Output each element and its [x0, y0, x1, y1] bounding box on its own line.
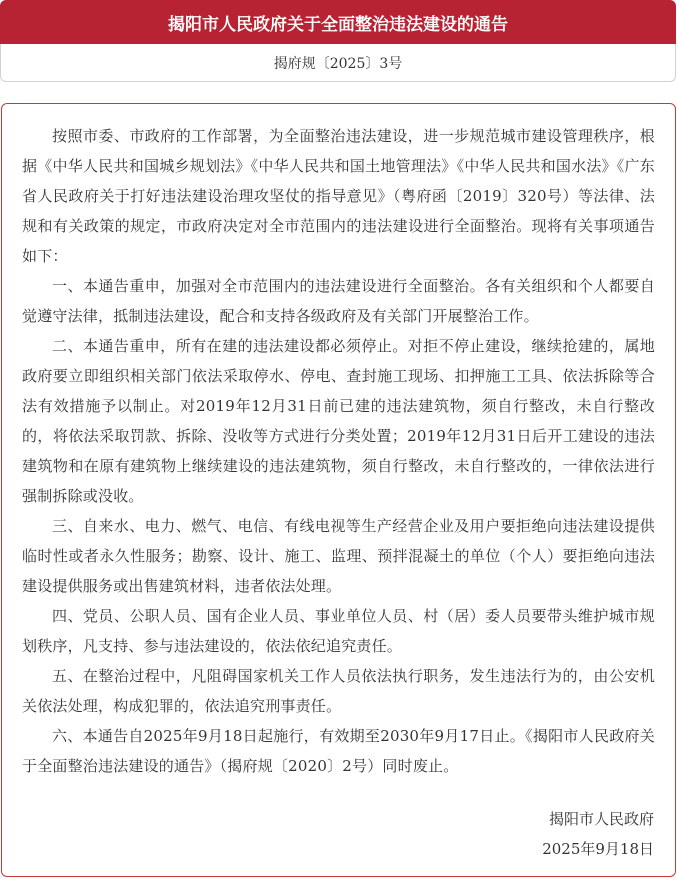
intro-paragraph: 按照市委、市政府的工作部署，为全面整治违法建设，进一步规范城市建设管理秩序，根据《中华人民共和国城乡规划法》《中华人民共和国土地管理法》《中华人民共和国水法》《广东省人民政府关于打好违法建设治理攻坚仗的指导意见》（粤府函〔2019〕320号）等法律、法规和有关政策的规定，市政府决定对全市范围内的违法建设进行全面整治。现将有关事项通告如下：	[22, 127, 655, 265]
item-5-paragraph: 五、在整治过程中，凡阻碍国家机关工作人员依法执行职务，发生违法行为的，由公安机关依法处理，构成犯罪的，依法追究刑事责任。	[22, 667, 655, 715]
item-1-paragraph: 一、本通告重申，加强对全市范围内的违法建设进行全面整治。各有关组织和个人都要自觉遵守法律，抵制违法建设，配合和支持各级政府及有关部门开展整治工作。	[22, 277, 655, 325]
document-number: 揭府规〔2025〕3号	[0, 44, 676, 82]
document-title: 揭阳市人民政府关于全面整治违法建设的通告	[0, 0, 676, 44]
signature-organization: 揭阳市人民政府	[548, 810, 654, 828]
signature-date: 2025年9月18日	[542, 840, 654, 858]
item-6-paragraph: 六、本通告自2025年9月18日起施行，有效期至2030年9月17日止。《揭阳市人民政府关于全面整治违法建设的通告》（揭府规〔2020〕2号）同时废止。	[22, 727, 655, 775]
item-2-paragraph: 二、本通告重申，所有在建的违法建设都必须停止。对拒不停止建设，继续抢建的，属地政府要立即组织相关部门依法采取停水、停电、查封施工现场、扣押施工工具、依法拆除等合法有效措施予以制止。对2019年12月31日前已建的违法建筑物，须自行整改，未自行整改的，将依法采取罚款、拆除、没收等方式进行分类处置；2019年12月31日后开工建设的违法建筑物和在原有建筑物上继续建设的违法建筑物，须自行整改，未自行整改的，一律依法进行强制拆除或没收。	[22, 337, 655, 505]
document-body	[1, 103, 676, 877]
item-4-paragraph: 四、党员、公职人员、国有企业人员、事业单位人员、村（居）委人员要带头维护城市规划秩序，凡支持、参与违法建设的，依法依纪追究责任。	[22, 607, 655, 655]
document-header	[0, 0, 678, 82]
item-3-paragraph: 三、自来水、电力、燃气、电信、有线电视等生产经营企业及用户要拒绝向违法建设提供临时性或者永久性服务；勘察、设计、施工、监理、预拌混凝土的单位（个人）要拒绝向违法建设提供服务或出售建筑材料，违者依法处理。	[22, 517, 655, 595]
